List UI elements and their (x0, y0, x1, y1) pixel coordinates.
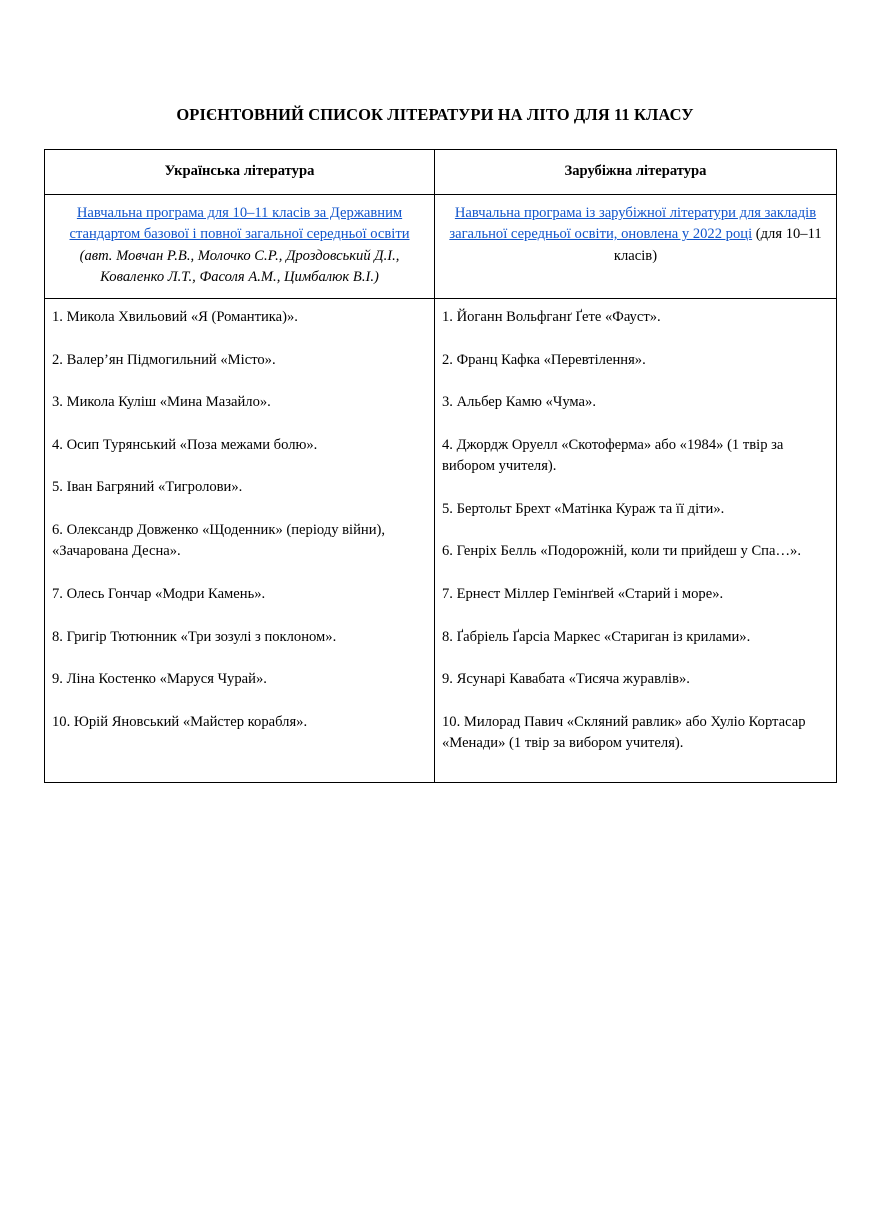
header-ukrainian-literature: Українська література (45, 150, 435, 195)
list-item: 4. Осип Турянський «Поза межами болю». (52, 436, 318, 453)
list-item: 10. Юрій Яновський «Майстер корабля». (52, 713, 308, 730)
foreign-program-cell (435, 195, 837, 299)
list-item: 1. Микола Хвильовий «Я (Романтика)». (52, 309, 298, 325)
list-item: 5. Іван Багряний «Тигролови». (52, 479, 243, 496)
ukrainian-book-list (52, 307, 427, 733)
foreign-book-list (442, 307, 829, 755)
literature-table (44, 149, 837, 783)
foreign-program-suffix: (для 10–11 класів) (613, 226, 822, 264)
ukrainian-books-cell (45, 299, 435, 783)
list-item: 7. Олесь Гончар «Модри Камень». (52, 585, 266, 602)
ukrainian-program-link[interactable]: Навчальна програма для 10–11 класів за Державним стандартом базової і повної загальної середньої освіти (69, 205, 410, 243)
page-title: ОРІЄНТОВНИЙ СПИСОК ЛІТЕРАТУРИ НА ЛІТО ДЛЯ 11 КЛАСУ (176, 105, 694, 124)
list-item: 6. Олександр Довженко «Щоденник» (періоду війни), «Зачарована Десна». (52, 521, 386, 560)
list-item: 3. Микола Куліш «Мина Мазайло». (52, 394, 271, 411)
list-item: 4. Джордж Оруелл «Скотоферма» або «1984» (1 твір за вибором учителя). (442, 436, 784, 475)
foreign-books-cell (435, 299, 837, 783)
list-item: 2. Валер’ян Підмогильний «Місто». (52, 351, 276, 368)
list-item: 5. Бертольт Брехт «Матінка Кураж та її діти». (442, 500, 725, 517)
list-item: 6. Генріх Белль «Подорожній, коли ти прийдеш у Спа…». (442, 543, 801, 560)
list-item: 9. Ліна Костенко «Маруся Чурай». (52, 671, 267, 688)
list-item: 8. Ґабріель Ґарсіа Маркес «Стариган із крилами». (442, 628, 751, 645)
foreign-program-link[interactable]: Навчальна програма із зарубіжної літератури для закладів загальної середньої освіти, оновлена у 2022 році (449, 205, 817, 243)
list-item: 2. Франц Кафка «Перевтілення». (442, 351, 646, 368)
header-row (45, 150, 837, 195)
book-list-row (45, 299, 837, 783)
list-item: 8. Григір Тютюнник «Три зозулі з поклоном». (52, 628, 337, 645)
list-item: 1. Йоганн Вольфганґ Ґете «Фауст». (442, 309, 661, 325)
program-row (45, 195, 837, 299)
list-item: 10. Милорад Павич «Скляний равлик» або Хуліо Кортасар «Менади» (1 твір за вибором учителя). (442, 713, 806, 752)
header-foreign-literature: Зарубіжна література (435, 150, 837, 195)
list-item: 7. Ернест Міллер Гемінґвей «Старий і море». (442, 585, 724, 602)
ukrainian-program-authors: (авт. Мовчан Р.В., Молочко С.Р., Дроздовський Д.І., Коваленко Л.Т., Фасоля А.М., Цимбалюк В.І.) (79, 247, 400, 286)
ukrainian-program-cell (45, 195, 435, 299)
list-item: 3. Альбер Камю «Чума». (442, 394, 596, 411)
list-item: 9. Ясунарі Кавабата «Тисяча журавлів». (442, 671, 690, 688)
